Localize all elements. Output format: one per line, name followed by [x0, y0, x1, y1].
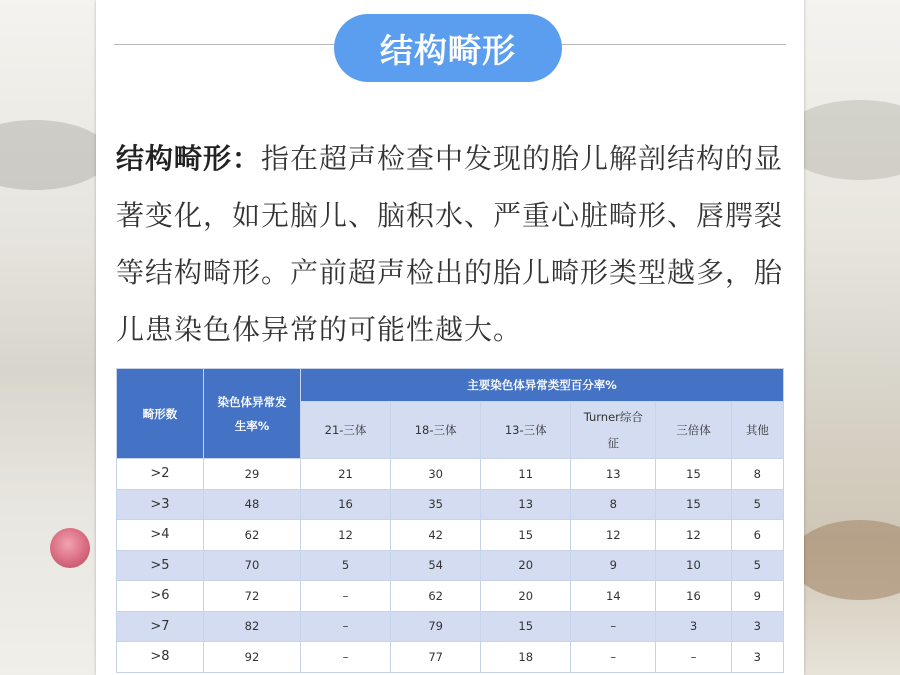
table-cell: –: [571, 642, 656, 673]
table-cell: 3: [731, 642, 783, 673]
table-cell: 3: [656, 611, 731, 642]
lotus-flower-decoration: [50, 528, 90, 568]
table-row: [117, 642, 784, 673]
malformation-table-wrapper: [116, 368, 784, 673]
table-cell: 92: [204, 642, 301, 673]
table-cell: 54: [391, 550, 481, 581]
row-malformation-count: >2: [117, 459, 204, 490]
table-body: [117, 459, 784, 673]
table-cell: 3: [731, 611, 783, 642]
table-cell: –: [571, 611, 656, 642]
table-cell: 21: [301, 459, 391, 490]
table-cell: 72: [204, 581, 301, 612]
table-cell: 79: [391, 611, 481, 642]
table-cell: 14: [571, 581, 656, 612]
background-right-decoration: [804, 0, 900, 675]
table-cell: 20: [481, 581, 571, 612]
table-row: [117, 520, 784, 551]
table-cell: 29: [204, 459, 301, 490]
subheader-triploidy: 三倍体: [656, 402, 731, 459]
table-cell: 16: [301, 489, 391, 520]
row-malformation-count: >7: [117, 611, 204, 642]
table-cell: –: [301, 611, 391, 642]
header-group-types: 主要染色体异常类型百分率%: [301, 369, 784, 402]
table-cell: 8: [571, 489, 656, 520]
definition-term: 结构畸形：: [116, 142, 262, 175]
definition-paragraph: [116, 130, 796, 358]
table-cell: 6: [731, 520, 783, 551]
table-cell: 18: [481, 642, 571, 673]
table-row: [117, 550, 784, 581]
table-cell: 12: [571, 520, 656, 551]
table-cell: –: [301, 642, 391, 673]
table-cell: 10: [656, 550, 731, 581]
row-malformation-count: >6: [117, 581, 204, 612]
subheader-trisomy-21: 21-三体: [301, 402, 391, 459]
table-cell: 5: [301, 550, 391, 581]
table-cell: 9: [571, 550, 656, 581]
header-incidence: 染色体异常发生率%: [204, 369, 301, 459]
table-cell: 5: [731, 489, 783, 520]
malformation-table: [116, 368, 784, 673]
row-malformation-count: >4: [117, 520, 204, 551]
table-cell: 11: [481, 459, 571, 490]
definition-body: 指在超声检查中发现的胎儿解剖结构的显著变化，如无脑儿、脑积水、严重心脏畸形、唇腭裂等结构畸形。产前超声检出的胎儿畸形类型越多，胎儿患染色体异常的可能性越大。: [116, 142, 784, 346]
table-cell: 8: [731, 459, 783, 490]
slide-title: 结构畸形: [380, 30, 516, 70]
background-left-decoration: [0, 0, 96, 675]
table-cell: 82: [204, 611, 301, 642]
table-cell: 16: [656, 581, 731, 612]
rock-decoration: [790, 520, 900, 600]
slide-card: [96, 0, 804, 675]
header-malformation-count: 畸形数: [117, 369, 204, 459]
table-cell: 15: [656, 489, 731, 520]
table-row: [117, 459, 784, 490]
table-cell: 15: [656, 459, 731, 490]
table-cell: 9: [731, 581, 783, 612]
table-cell: –: [301, 581, 391, 612]
row-malformation-count: >5: [117, 550, 204, 581]
table-cell: 70: [204, 550, 301, 581]
background-mountain: [0, 120, 110, 190]
table-cell: 15: [481, 611, 571, 642]
table-cell: 42: [391, 520, 481, 551]
table-cell: 62: [204, 520, 301, 551]
table-row: [117, 611, 784, 642]
table-cell: –: [656, 642, 731, 673]
table-cell: 20: [481, 550, 571, 581]
title-pill: [334, 14, 562, 82]
table-row: [117, 581, 784, 612]
subheader-trisomy-18: 18-三体: [391, 402, 481, 459]
table-cell: 15: [481, 520, 571, 551]
table-row: [117, 489, 784, 520]
table-cell: 48: [204, 489, 301, 520]
subheader-other: 其他: [731, 402, 783, 459]
table-cell: 13: [571, 459, 656, 490]
table-cell: 30: [391, 459, 481, 490]
table-cell: 12: [301, 520, 391, 551]
table-cell: 13: [481, 489, 571, 520]
table-cell: 5: [731, 550, 783, 581]
row-malformation-count: >8: [117, 642, 204, 673]
subheader-turner: Turner综合征: [571, 402, 656, 459]
subheader-trisomy-13: 13-三体: [481, 402, 571, 459]
table-cell: 77: [391, 642, 481, 673]
table-cell: 62: [391, 581, 481, 612]
row-malformation-count: >3: [117, 489, 204, 520]
table-cell: 35: [391, 489, 481, 520]
table-cell: 12: [656, 520, 731, 551]
